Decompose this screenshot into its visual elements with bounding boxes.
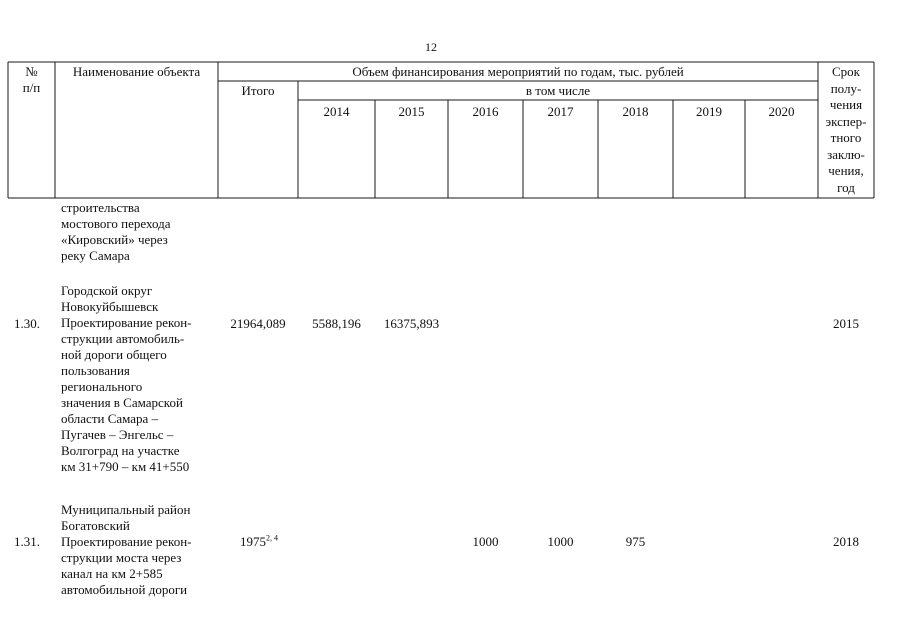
header-year-2018: 2018 [622, 104, 649, 119]
row-1-30-total: 21964,089 [230, 316, 286, 331]
row-1-31-name: Муниципальный район Богатовский Проектирование рекон- струкции моста через канал на км 2+585 автомобильной дороги [61, 502, 192, 597]
row-1-31-total-value: 1975 [240, 534, 266, 549]
header-including: в том числе [525, 83, 591, 98]
row-1-31-2017: 1000 [547, 534, 574, 549]
row-1-31-2018: 975 [625, 534, 646, 549]
row-1-31-deadline: 2018 [833, 534, 859, 549]
row-1-30-name: Городской округ Новокуйбышевск Проектирование рекон- струкции автомобиль- ной дороги общего пользования регионального значения в Самарской области Самара – Пугачев – Энгельс – Волгоград на участке км 31+790 – км 41+550 [61, 283, 192, 474]
header-year-2016: 2016 [472, 104, 499, 119]
header-year-2019: 2019 [696, 104, 722, 119]
row-1-30-2015: 16375,893 [383, 316, 440, 331]
header-deadline: Срок полу- чения экспер- тного заклю- чения, год [825, 64, 867, 195]
row-1-31-total [240, 534, 310, 550]
header-total: Итого [241, 83, 275, 98]
header-funding: Объем финансирования мероприятий по годам, тыс. рублей [352, 64, 684, 79]
header-year-2014: 2014 [323, 104, 350, 119]
row-1-30-num: 1.30. [14, 316, 40, 331]
row-1-31-2016: 1000 [472, 534, 499, 549]
header-name: Наименование объекта [72, 64, 201, 79]
row-1-31-total-footnote: 2, 4 [266, 533, 278, 543]
header-year-2017: 2017 [547, 104, 574, 119]
row-1-30-2014: 5588,196 [312, 316, 361, 331]
header-year-2020: 2020 [768, 104, 795, 119]
row-1-31-num: 1.31. [14, 534, 40, 549]
page-number: 12 [425, 40, 437, 54]
header-year-2015: 2015 [398, 104, 425, 119]
row-continuation-name: строительства мостового перехода «Кировский» через реку Самара [61, 200, 171, 263]
row-1-30-deadline: 2015 [833, 316, 859, 331]
header-num: № п/п [22, 64, 41, 95]
